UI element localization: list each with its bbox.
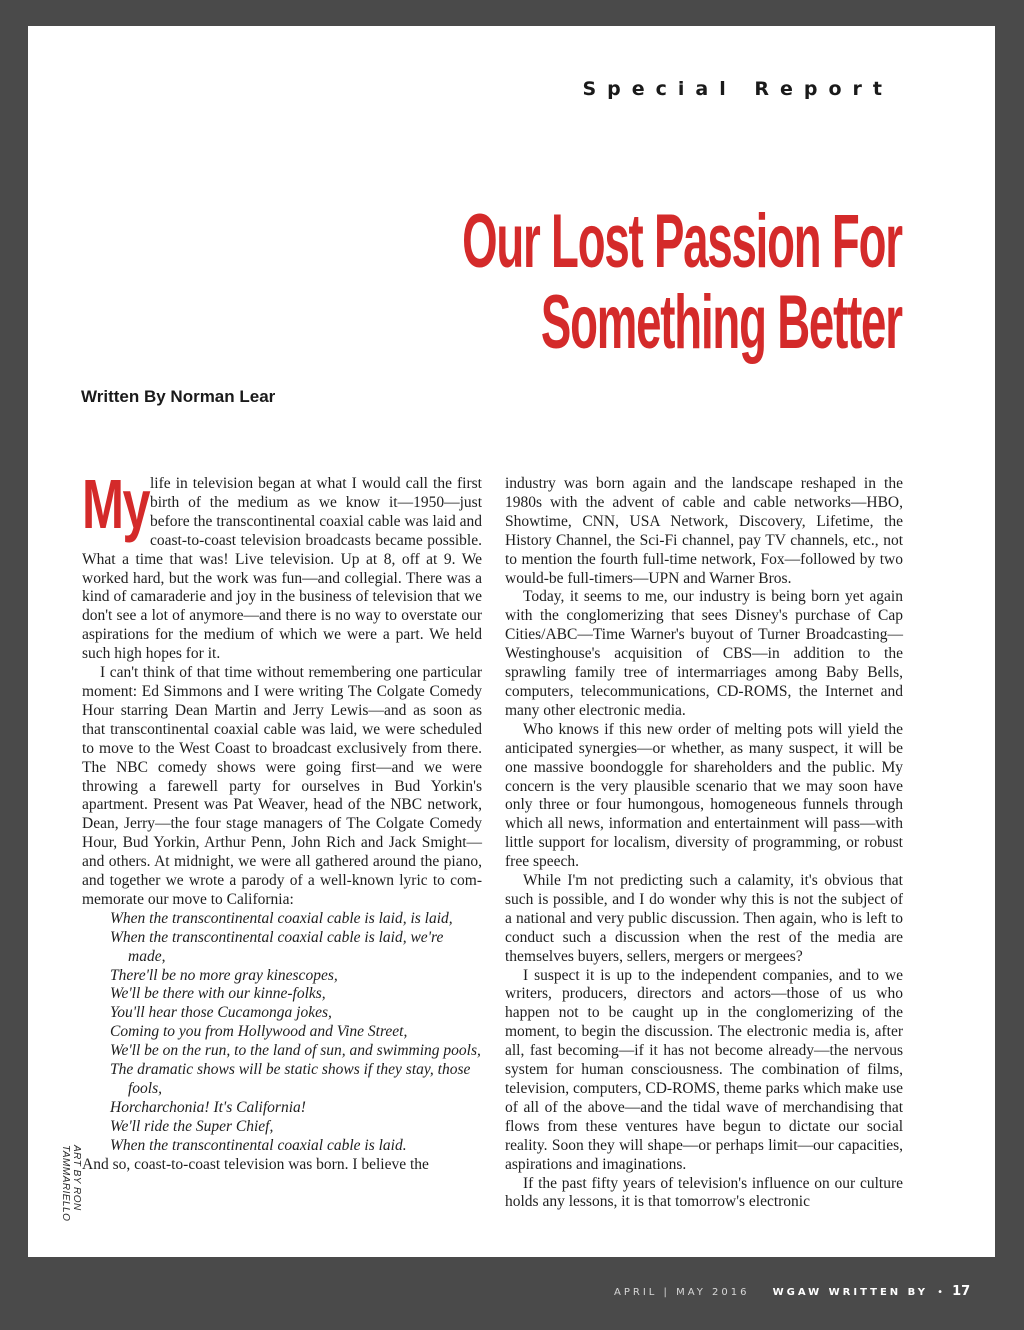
lyric-line: When the transcontinental coaxial cable is laid. [110,1136,407,1154]
article-title [462,199,902,366]
lyric-line: You'll hear those Cucamonga jokes, [110,1004,332,1022]
paragraph: industry was born again and the landscape reshaped in the 1980s with the advent of cable and cable networks—HBO, Showtime, CNN, USA Network, Discovery, Lifetime, the History Channel, the Sci-Fi channel, pay TV channels, etc., not to mention the fourth full-time network, Fox—followed by two would-be full-timers—UPN and Warner Bros. [505,475,903,587]
paragraph: I suspect it is up to the independent companies, and to we writers, producers, directors and actors—those of us who happen not to be caught up in the conglomerizing of the moment, to begin the discussion. The electronic media is, after all, fast becoming—if it has not become already—the nervous system for human consciousness. The combination of films, television, computers, CD-ROMS, theme parks which make use of all of the above—and the tidal wave of merchandising that flows from these ventures have begun to dictate our social reality. Soon they will shape—or perhaps limit—our capacities, aspirations and imaginations. [505,966,903,1173]
issue-date: APRIL | MAY 2016 [614,1287,750,1298]
magazine-page [28,26,995,1257]
article-column-right [505,475,903,1212]
page-footer [614,1280,970,1299]
magazine-name: WGAW WRITTEN BY [772,1287,928,1298]
title-line-1: Our Lost Passion For [462,199,902,284]
lyric-line: When the transcontinental coaxial cable is laid, we're made, [110,928,444,965]
byline: Written By Norman Lear [81,387,276,406]
song-lyric [82,910,482,1156]
title-line-2: Something Better [541,280,902,366]
page-number: 17 [952,1284,971,1299]
lyric-line: We'll be on the run, to the land of sun, and swimming pools, [110,1042,481,1060]
paragraph: While I'm not predicting such a calamity, it's obvious that such is possible, and I do wonder why this is not the subject of a national and very public discussion. Then again, who is left to conduct such a discussion when the rest of the media are themselves buyers, sellers, mergers or mergees? [505,872,903,965]
section-label: Special Report [582,78,893,100]
article-column-left [82,465,482,1175]
lyric-line: We'll ride the Super Chief, [110,1117,274,1135]
paragraph: Today, it seems to me, our industry is being born yet again with the conglomerizing that sees Disney's purchase of Cap Cities/ABC—Time Warner's buyout of Turner Broadcasting—Westinghouse's acquisition of CBS—in addition to the sprawling family tree of intermarriages among Baby Bells, computers, telecommunications, CD-ROMS, the Internet and many other electronic media. [505,588,903,719]
paragraph: And so, coast-to-coast television was born. I believe the [82,1155,429,1173]
lyric-line: Horcharchonia! It's California! [110,1098,306,1116]
lyric-line: When the transcontinental coaxial cable is laid, is laid, [110,909,453,927]
lyric-line: The dramatic shows will be static shows if they stay, those fools, [110,1061,471,1097]
lyric-line: Coming to you from Hollywood and Vine Street, [110,1023,408,1041]
lyric-line: There'll be no more gray kinescopes, [110,966,338,984]
bullet-separator: • [937,1287,943,1298]
lyric-line: We'll be there with our kinne-folks, [110,985,326,1003]
drop-cap: My [82,465,150,543]
paragraph: I can't think of that time without remembering one particular moment: Ed Simmons and I were writing The Colgate Comedy Hour starring Dean Martin and Jerry Lewis—and as soon as that transcontinental coaxial cable was laid, we were scheduled to move to the West Coast to broadcast exclusively from there. The NBC comedy shows were going first—and we were throwing a farewell party for ourselves in Bud Yorkin's apartment. Present was Pat Weaver, head of the NBC network, Dean, Jerry—the four stage managers of The Colgate Comedy Hour, Bud Yorkin, Arthur Penn, John Rich and Jack Smight—and others. At midnight, we were all gathered around the piano, and together we wrote a parody of a well-known lyric to commemorate our move to California: [82,664,482,908]
paragraph: If the past fifty years of television's influence on our culture holds any lessons, it is that tomorrow's electronic [505,1174,903,1211]
paragraph: life in television began at what I would call the first birth of the medium as we know it—1950—just before the transcontinental coaxial cable was laid and coast-to-coast television broadcasts became possible. What a time that was! Live television. Up at 8, off at 9. We worked hard, but the work was fun—and collegial. There was a kind of camaraderie and joy in the business of television that we don't see a lot of anymore—and there is no way to overstate our aspirations for the medium of which we were a part. We held such high hopes for it. [82,475,482,663]
art-credit: ART BY RON TAMMARIELLO [60,1145,82,1222]
paragraph: Who knows if this new order of melting pots will yield the anticipated synergies—or whether, as many suspect, it will be one massive boondoggle for shareholders and the public. My concern is the very plausible scenario that we may soon have only three or four humongous, homogeneous funnels through which all news, information and entertainment will pass—with little support for localism, diversity of programming, or robust free speech. [505,720,903,871]
